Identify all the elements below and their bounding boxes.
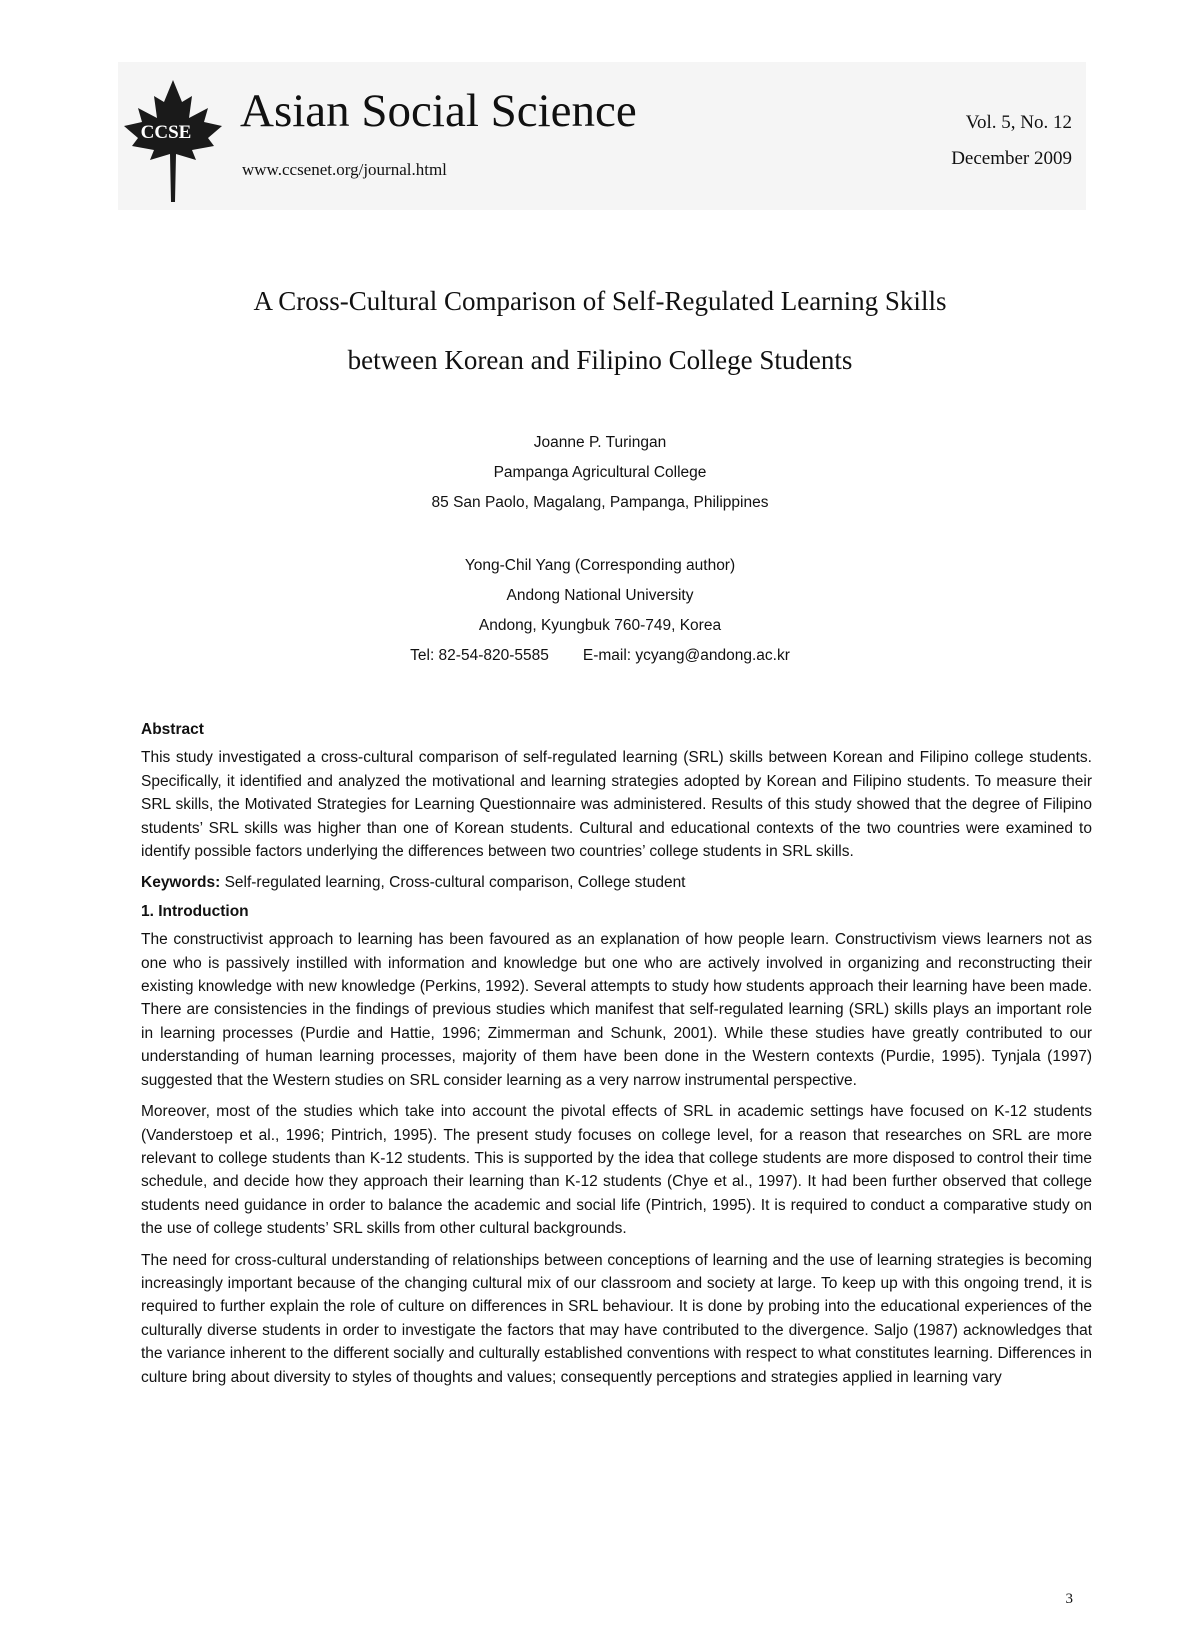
introduction-paragraph: Moreover, most of the studies which take into account the pivotal effects of SRL in academic settings have focused on K-12 students (Vanderstoep et al., 1996; Pintrich, 1995). The present study focuses on college level, for a reason that researches on SRL are more relevant to college students than K-12 students. This is supported by the idea that college students are more disposed to control their time schedule, and decide how they approach their learning than K-12 students (Chye et al., 1997). It had been further observed that college students need guidance in order to balance the academic and social life (Pintrich, 1995). It is required to conduct a comparative study on the use of college students’ SRL skills from other cultural backgrounds. [141,1103,1092,1238]
logo-text: CCSE [140,122,192,143]
abstract-heading: Abstract [141,721,204,738]
author-address: Andong, Kyungbuk 760-749, Korea [478,617,722,634]
introduction-heading: 1. Introduction [141,902,249,920]
author-contact [0,641,1200,671]
author-affiliation: Andong National University [506,587,694,604]
author-block-2 [0,551,1200,671]
author-address: 85 San Paolo, Magalang, Pampanga, Philippines [431,494,769,511]
author-affiliation: Pampanga Agricultural College [493,464,707,481]
keywords [141,871,1092,894]
paper-title-line-1: A Cross-Cultural Comparison of Self-Regulated Learning Skills [253,286,947,316]
main-text [141,718,1092,1397]
volume-issue: Vol. 5, No. 12 [965,112,1072,133]
journal-url[interactable]: www.ccsenet.org/journal.html [242,160,447,179]
author-name: Yong-Chil Yang (Corresponding author) [464,557,736,574]
author-block-1 [0,428,1200,518]
issue-date: December 2009 [951,148,1072,169]
author-name: Joanne P. Turingan [533,434,667,451]
paper-title-line-2: between Korean and Filipino College Students [347,345,853,375]
page-number: 3 [1065,1591,1073,1607]
keywords-text: Self-regulated learning, Cross-cultural comparison, College student [224,874,686,892]
journal-title: Asian Social Science [240,85,637,137]
keywords-label: Keywords: [141,874,221,892]
introduction-paragraph: The constructivist approach to learning has been favoured as an explanation of how people learn. Constructivism views learners not as one who is passively instilled with information and knowledge but one who are actively involved in organizing and reconstructing their existing knowledge with new knowledge (Perkins, 1992). Several attempts to study how students approach their learning have been made. There are consistencies in the findings of previous studies which manifest that self-regulated learning (SRL) skills plays an important role in learning processes (Purdie and Hattie, 1996; Zimmerman and Schunk, 2001). While these studies have greatly contributed to our understanding of human learning processes, majority of them have been done in the Western contexts (Purdie, 1995). Tynjala (1997) suggested that the Western studies on SRL consider learning as a very narrow instrumental perspective. [141,931,1092,1089]
introduction-paragraph: The need for cross-cultural understanding of relationships between conceptions of learning and the use of learning strategies is becoming increasingly important because of the changing cultural mix of our classroom and society at large. To keep up with this ongoing trend, it is required to further explain the role of culture on differences in SRL behaviour. It is done by probing into the educational experiences of the culturally diverse students in order to investigate the factors that may have contributed to the divergence. Saljo (1987) acknowledges that the variance inherent to the different socially and culturally established conventions with respect to what constitutes learning. Differences in culture bring about diversity to styles of thoughts and values; consequently perceptions and strategies applied in learning vary [141,1251,1092,1386]
author-tel: Tel: 82-54-820-5585 [410,647,549,664]
abstract-text: This study investigated a cross-cultural comparison of self-regulated learning (SRL) skills between Korean and Filipino college students. Specifically, it identified and analyzed the motivational and learning strategies adopted by Korean and Filipino students. To measure their SRL skills, the Motivated Strategies for Learning Questionnaire was administered. Results of this study showed that the degree of Filipino students’ SRL skills was higher than one of Korean students. Cultural and educational contexts of the two countries were examined to identify possible factors underlying the differences between two countries’ college students in SRL skills. [141,749,1092,861]
author-email[interactable]: E-mail: ycyang@andong.ac.kr [582,647,790,664]
